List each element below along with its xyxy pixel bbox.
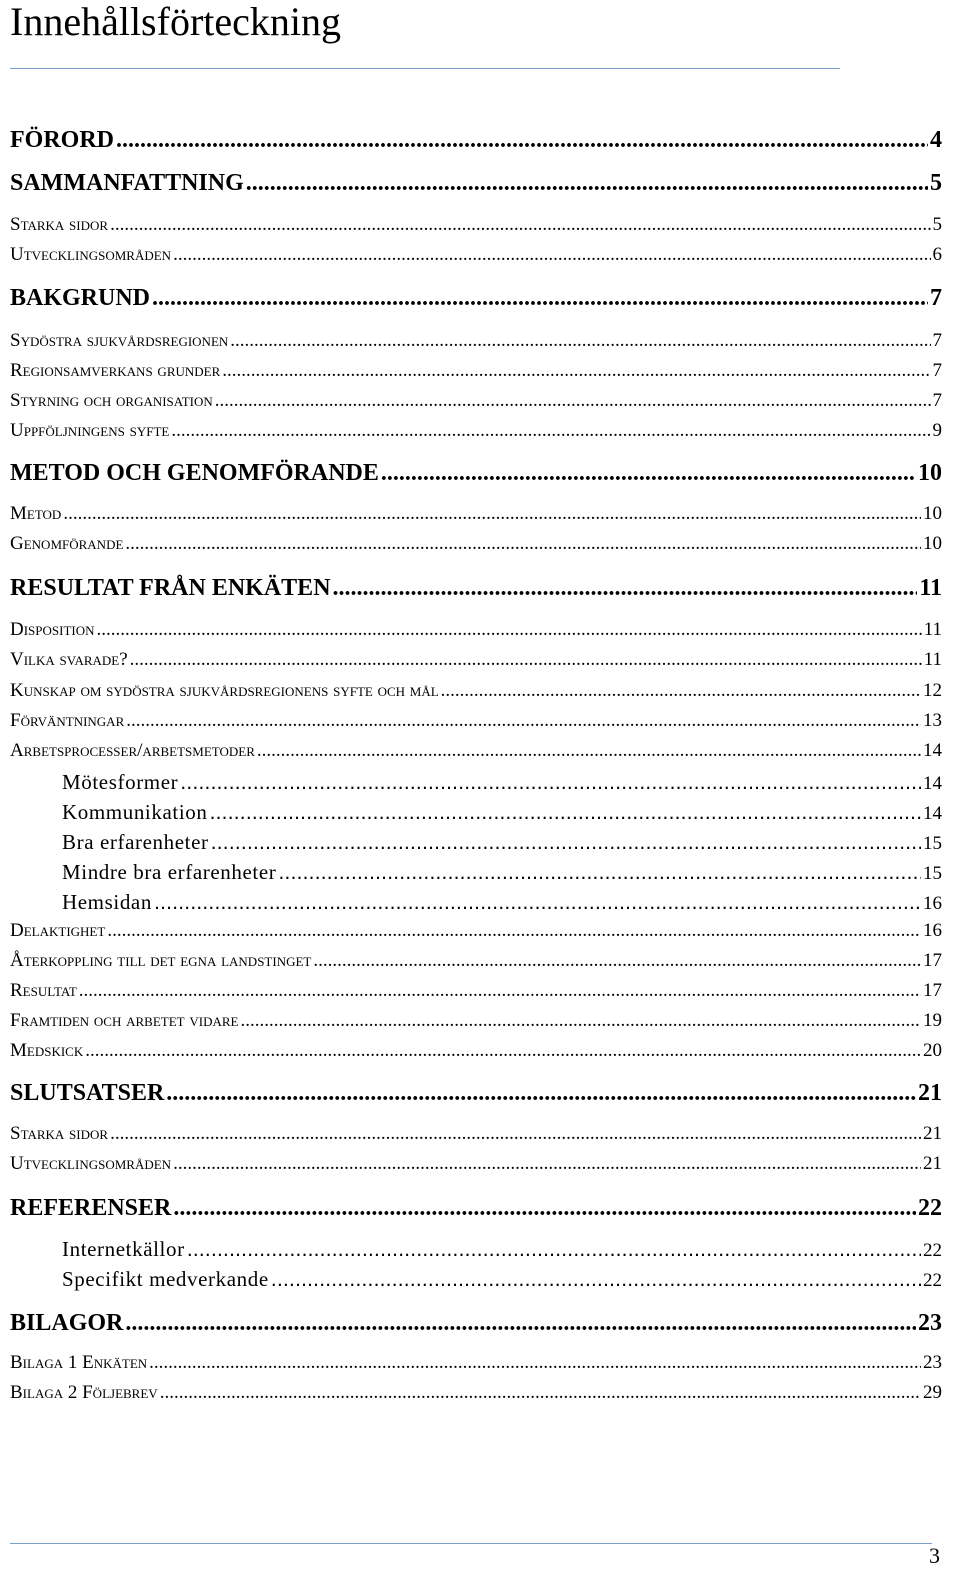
toc-entry-page: 22 xyxy=(923,1270,942,1291)
toc-entry-label: BILAGOR xyxy=(10,1310,124,1336)
dot-leader xyxy=(171,420,930,442)
toc-entry-label: REFERENSER xyxy=(10,1195,172,1221)
toc-entry-page: 14 xyxy=(923,803,942,824)
toc-entry-page: 17 xyxy=(923,980,942,1001)
toc-entry[interactable] xyxy=(62,770,942,800)
toc-entry-page: 7 xyxy=(932,390,942,411)
toc-entry[interactable] xyxy=(10,170,942,200)
toc-entry-label: Internetkällor xyxy=(62,1237,185,1261)
toc-entry[interactable] xyxy=(10,127,942,157)
dot-leader xyxy=(107,920,921,942)
toc-entry-page: 10 xyxy=(918,460,942,486)
toc-entry-page: 22 xyxy=(923,1240,942,1261)
toc-entry[interactable] xyxy=(10,950,942,980)
toc-entry-label: Vilka svarade? xyxy=(10,649,128,670)
dot-leader xyxy=(441,680,921,702)
footer-divider xyxy=(10,1543,932,1544)
toc-entry[interactable] xyxy=(62,1267,942,1297)
dot-leader xyxy=(333,575,918,602)
toc-entry-label: Bilaga 2 Följebrev xyxy=(10,1382,158,1403)
toc-entry-page: 10 xyxy=(923,533,942,554)
toc-entry-page: 6 xyxy=(932,244,942,265)
toc-entry-label: Kunskap om sydöstra sjukvårdsregionens syfte och mål xyxy=(10,680,439,701)
dot-leader xyxy=(257,740,921,762)
toc-entry-label: Disposition xyxy=(10,619,95,640)
dot-leader xyxy=(97,619,922,641)
toc-entry[interactable] xyxy=(10,649,942,679)
dot-leader xyxy=(240,1010,921,1032)
toc-entry-page: 11 xyxy=(923,619,942,640)
page-number: 3 xyxy=(929,1543,940,1568)
toc-entry-label: Specifikt medverkande xyxy=(62,1267,269,1291)
toc-entry[interactable] xyxy=(10,214,942,244)
toc-entry-page: 11 xyxy=(919,575,942,601)
toc-entry-page: 23 xyxy=(923,1352,942,1373)
dot-leader xyxy=(173,1195,916,1222)
toc-entry-page: 29 xyxy=(923,1382,942,1403)
toc-entry-page: 14 xyxy=(923,740,942,761)
toc-entry[interactable] xyxy=(10,1080,942,1110)
title-divider xyxy=(10,68,840,69)
toc-entry-page: 22 xyxy=(918,1195,942,1221)
dot-leader xyxy=(130,649,922,671)
toc-entry-page: 16 xyxy=(923,893,942,914)
toc-entry[interactable] xyxy=(10,330,942,360)
toc-entry[interactable] xyxy=(10,1040,942,1070)
toc-entry-page: 11 xyxy=(923,649,942,670)
toc-entry-page: 21 xyxy=(923,1153,942,1174)
toc-entry-label: Genomförande xyxy=(10,533,124,554)
toc-entry-label: Förväntningar xyxy=(10,710,125,731)
toc-entry[interactable] xyxy=(10,244,942,274)
toc-entry[interactable] xyxy=(10,710,942,740)
toc-entry[interactable] xyxy=(10,740,942,770)
toc-entry-label: Mindre bra erfarenheter xyxy=(62,860,277,884)
dot-leader xyxy=(149,1352,921,1374)
toc-entry-label: Återkoppling till det egna landstinget xyxy=(10,950,312,971)
dot-leader xyxy=(313,950,921,972)
toc-entry-label: Utvecklingsområden xyxy=(10,1153,172,1174)
toc-entry[interactable] xyxy=(10,503,942,533)
toc-entry[interactable] xyxy=(10,575,942,605)
toc-entry-page: 17 xyxy=(923,950,942,971)
toc-entry[interactable] xyxy=(10,1010,942,1040)
toc-entry-label: Resultat xyxy=(10,980,77,1001)
dot-leader xyxy=(110,1123,921,1145)
toc-entry-label: Bra erfarenheter xyxy=(62,830,209,854)
toc-entry-label: SLUTSATSER xyxy=(10,1080,165,1106)
toc-entry-page: 7 xyxy=(932,330,942,351)
toc-entry[interactable] xyxy=(10,1310,942,1340)
dot-leader xyxy=(180,772,921,794)
toc-entry-label: Hemsidan xyxy=(62,890,152,914)
toc-entry-page: 5 xyxy=(930,170,942,196)
toc-entry-label: Regionsamverkans grunder xyxy=(10,360,221,381)
toc-entry[interactable] xyxy=(10,920,942,950)
toc-entry[interactable] xyxy=(10,420,942,450)
toc-entry-label: FÖRORD xyxy=(10,127,114,153)
toc-entry[interactable] xyxy=(10,460,942,490)
dot-leader xyxy=(152,285,928,312)
toc-entry-page: 14 xyxy=(923,773,942,794)
dot-leader xyxy=(187,1239,921,1261)
dot-leader xyxy=(126,710,921,732)
dot-leader xyxy=(166,1080,916,1107)
page-title: Innehållsförteckning xyxy=(10,0,341,44)
toc-entry-page: 9 xyxy=(932,420,942,441)
dot-leader xyxy=(209,802,921,824)
dot-leader xyxy=(246,170,928,197)
toc-entry-label: Starka sidor xyxy=(10,214,109,235)
toc-entry-page: 15 xyxy=(923,863,942,884)
toc-entry-label: RESULTAT FRÅN ENKÄTEN xyxy=(10,575,331,601)
toc-entry[interactable] xyxy=(62,830,942,860)
toc-entry-page: 10 xyxy=(923,503,942,524)
toc-entry-label: METOD OCH GENOMFÖRANDE xyxy=(10,460,379,486)
toc-entry[interactable] xyxy=(10,390,942,420)
dot-leader xyxy=(85,1040,921,1062)
toc-entry[interactable] xyxy=(62,860,942,890)
dot-leader xyxy=(271,1269,921,1291)
dot-leader xyxy=(125,533,921,555)
toc-entry-label: Arbetsprocesser/arbetsmetoder xyxy=(10,740,255,761)
toc-entry-page: 23 xyxy=(918,1310,942,1336)
toc-entry-page: 4 xyxy=(930,127,942,153)
toc-entry-label: Styrning och organisation xyxy=(10,390,213,411)
toc-entry[interactable] xyxy=(10,1153,942,1183)
toc-entry-label: Mötesformer xyxy=(62,770,179,794)
toc-entry-label: Medskick xyxy=(10,1040,84,1061)
dot-leader xyxy=(222,360,930,382)
dot-leader xyxy=(160,1382,921,1404)
toc-entry-page: 20 xyxy=(923,1040,942,1061)
dot-leader xyxy=(278,862,921,884)
dot-leader xyxy=(230,330,930,352)
toc-entry-label: Delaktighet xyxy=(10,920,106,941)
toc-entry[interactable] xyxy=(10,533,942,563)
toc-entry-page: 12 xyxy=(923,680,942,701)
toc-entry[interactable] xyxy=(62,800,942,830)
toc-entry[interactable] xyxy=(10,285,942,315)
toc-entry-page: 19 xyxy=(923,1010,942,1031)
toc-entry-label: Utvecklingsområden xyxy=(10,244,172,265)
toc-entry-label: SAMMANFATTNING xyxy=(10,170,244,196)
dot-leader xyxy=(381,460,916,487)
toc-entry[interactable] xyxy=(62,890,942,920)
dot-leader xyxy=(110,214,930,236)
toc-entry-label: Bilaga 1 Enkäten xyxy=(10,1352,148,1373)
toc-entry-page: 13 xyxy=(923,710,942,731)
toc-entry-page: 16 xyxy=(923,920,942,941)
toc-entry-page: 5 xyxy=(932,214,942,235)
toc-entry-page: 15 xyxy=(923,833,942,854)
toc-entry-page: 7 xyxy=(932,360,942,381)
dot-leader xyxy=(79,980,921,1002)
dot-leader xyxy=(173,244,930,266)
toc-entry[interactable] xyxy=(10,619,942,649)
toc-entry[interactable] xyxy=(10,1382,942,1412)
toc-entry-page: 7 xyxy=(930,285,942,311)
dot-leader xyxy=(211,832,921,854)
dot-leader xyxy=(125,1310,916,1337)
toc-entry-page: 21 xyxy=(918,1080,942,1106)
toc-entry-label: Uppföljningens syfte xyxy=(10,420,170,441)
toc-entry-label: Kommunikation xyxy=(62,800,208,824)
toc-entry[interactable] xyxy=(10,360,942,390)
dot-leader xyxy=(173,1153,921,1175)
dot-leader xyxy=(63,503,921,525)
toc-entry-label: Starka sidor xyxy=(10,1123,109,1144)
dot-leader xyxy=(154,892,921,914)
toc-entry[interactable] xyxy=(10,1123,942,1153)
dot-leader xyxy=(116,127,928,154)
toc-entry[interactable] xyxy=(10,1195,942,1225)
toc-entry-page: 21 xyxy=(923,1123,942,1144)
toc-entry[interactable] xyxy=(62,1237,942,1267)
toc-entry-label: Metod xyxy=(10,503,62,524)
toc-entry[interactable] xyxy=(10,980,942,1010)
dot-leader xyxy=(215,390,931,412)
toc-entry[interactable] xyxy=(10,680,942,710)
toc-entry[interactable] xyxy=(10,1352,942,1382)
toc-entry-label: Sydöstra sjukvårdsregionen xyxy=(10,330,229,351)
toc-entry-label: BAKGRUND xyxy=(10,285,151,311)
toc-entry-label: Framtiden och arbetet vidare xyxy=(10,1010,239,1031)
